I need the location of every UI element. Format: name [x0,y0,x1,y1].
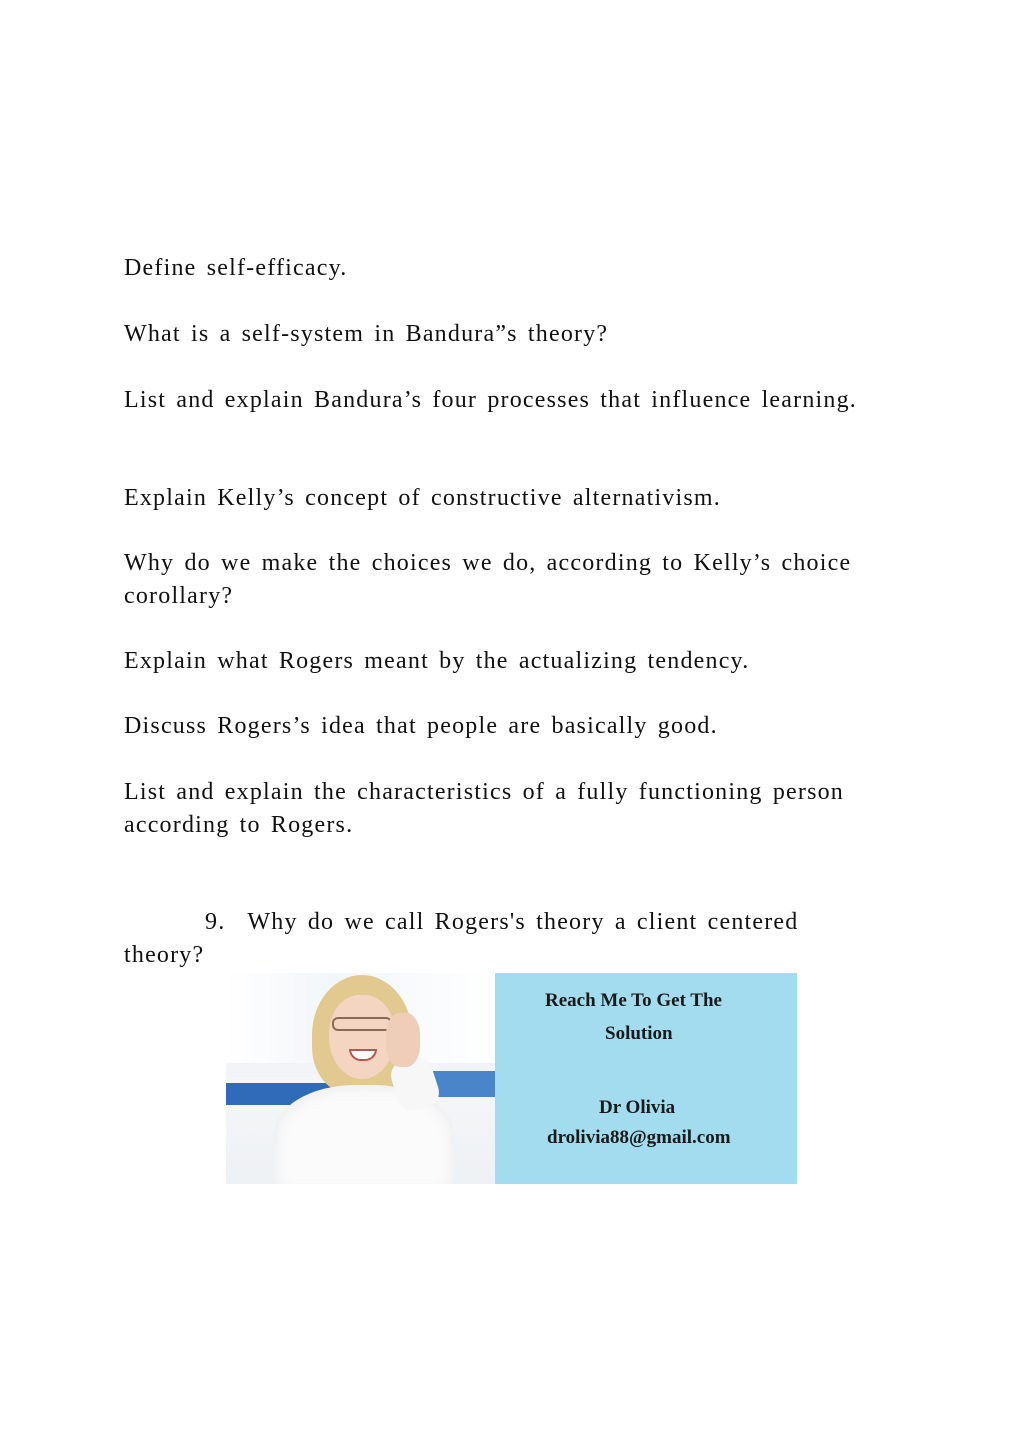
question-5: Why do we make the choices we do, according to Kelly’s choice corollary? [124,550,852,609]
question-9-number: 9. [205,909,226,935]
banner-heading-line2: Solution [605,1023,673,1044]
contact-banner[interactable] [226,973,797,1184]
question-9 [205,906,798,939]
question-9-text: Why do we call Rogers's theory a client centered [247,909,799,935]
banner-heading-line1: Reach Me To Get The [545,990,722,1011]
question-1: Define self-efficacy. [124,255,348,281]
contact-email[interactable]: drolivia88@gmail.com [547,1127,731,1148]
contact-name: Dr Olivia [599,1097,676,1118]
glasses-icon [332,1017,392,1031]
question-9-continuation: theory? [124,942,205,968]
contact-panel [495,973,797,1184]
question-4: Explain Kelly’s concept of constructive alternativism. [124,485,721,511]
question-8: List and explain the characteristics of a fully functioning person according to Rogers. [124,779,845,838]
question-3: List and explain Bandura’s four processes that influence learning. [124,387,858,413]
question-6: Explain what Rogers meant by the actualizing tendency. [124,648,750,674]
woman-photo [226,973,495,1184]
question-2: What is a self-system in Bandura”s theory? [124,321,609,347]
question-7: Discuss Rogers’s idea that people are basically good. [124,713,718,739]
